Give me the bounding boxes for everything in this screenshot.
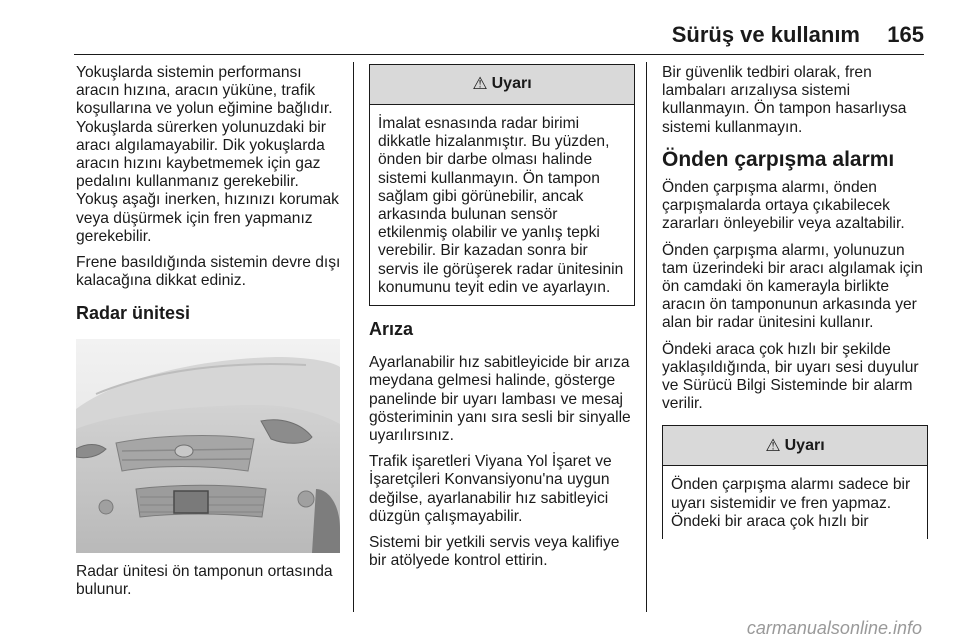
paragraph: Ayarlanabilir hız sabitleyicide bir arıza meydana gelmesi halinde, gösterge panelinde bir uyarı lambası ve mesaj gösteriminin yanı sıra sesli bir sinyalle uyarılırsınız. [369, 354, 631, 445]
column-3 [662, 64, 928, 539]
car-illustration [76, 339, 340, 553]
heading-forward-collision-alert: Önden çarpışma alarmı [662, 147, 895, 171]
paragraph: Bir güvenlik tedbiri olarak, fren lambaları arızalıysa sistemi kullanmayın. Ön tampon hasarlıysa sistemi kullanmayın. [662, 64, 907, 136]
warning-header [370, 65, 634, 105]
paragraph: Sistemi bir yetkili servis veya kalifiye bir atölyede kontrol ettirin. [369, 534, 620, 570]
column-divider [353, 62, 354, 612]
heading-fault: Arıza [369, 319, 414, 340]
warning-title: Uyarı [491, 75, 532, 93]
warning-header [663, 426, 927, 466]
page-number: 165 [887, 22, 924, 47]
paragraph: Trafik işaretleri Viyana Yol İşaret ve İşaretçileri Konvansiyonu'na uygun değilse, ayarlanabilir hız sabitleyici düzgün çalışmayabilir. [369, 453, 612, 525]
warning-text: İmalat esnasında radar birimi dikkatle hizalanmıştır. Bu yüzden, önden bir darbe olması halinde sistemi kullanmayın. Ön tampon sağlam gibi görünebilir, ancak arkasında bulunan sensör etkilenmiş olabilir ve yanlış tepki verebilir. Bir kazadan sonra bir servis ile görüşerek radar ünitesinin konumunu teyit edin ve ayarlayın. [378, 115, 624, 296]
warning-body [370, 105, 634, 305]
warning-triangle-icon: ⚠ [472, 74, 488, 94]
car-front-radar-image [76, 339, 340, 553]
header-rule [74, 54, 924, 55]
page-header [0, 0, 960, 56]
warning-triangle-icon: ⚠ [765, 435, 781, 455]
warning-title: Uyarı [784, 436, 825, 454]
column-1 [76, 64, 342, 607]
warning-box [369, 64, 635, 306]
paragraph: Frene basıldığında sistemin devre dışı kalacağına dikkat ediniz. [76, 254, 341, 290]
column-divider [646, 62, 647, 612]
column-2 [369, 64, 635, 578]
image-caption: Radar ünitesi ön tamponun ortasında bulunur. [76, 562, 333, 598]
section-title: Sürüş ve kullanım [671, 22, 860, 47]
heading-radar-unit: Radar ünitesi [76, 303, 191, 324]
paragraph: Öndeki araca çok hızlı bir şekilde yaklaşıldığında, bir uyarı sesi duyulur ve Sürücü Bilgi Sisteminde bir alarm verilir. [662, 340, 919, 413]
warning-text: Önden çarpışma alarmı sadece bir uyarı sistemidir ve fren yapmaz. Öndeki bir araca çok hızlı bir [671, 476, 911, 530]
paragraph: Önden çarpışma alarmı, önden çarpışmalarda ortaya çıkabilecek zararları önleyebilir veya azaltabilir. [662, 179, 905, 233]
paragraph: Önden çarpışma alarmı, yolunuzun tam üzerindeki bir aracı algılamak için ön camdaki ön kamerayla birlikte aracın ön tamponunun arkasında yer alan bir radar ünitesini kullanır. [662, 241, 923, 332]
paragraph: Yokuşlarda sistemin performansı aracın hızına, aracın yüküne, trafik koşullarına ve yolun eğimine bağlıdır. Yokuşlarda sürerken yolunuzdaki bir aracı algılamayabilir. Dik yokuşlarda aracın hızını kaybetmemek için gaz pedalını kullanmanız gerekebilir. Yokuş aşağı inerken, hızınızı korumak veya düşürmek için fren yapmanız gerekebilir. [76, 64, 339, 245]
watermark: carmanualsonline.info [746, 618, 922, 638]
warning-body [663, 466, 927, 539]
warning-box [662, 425, 928, 539]
